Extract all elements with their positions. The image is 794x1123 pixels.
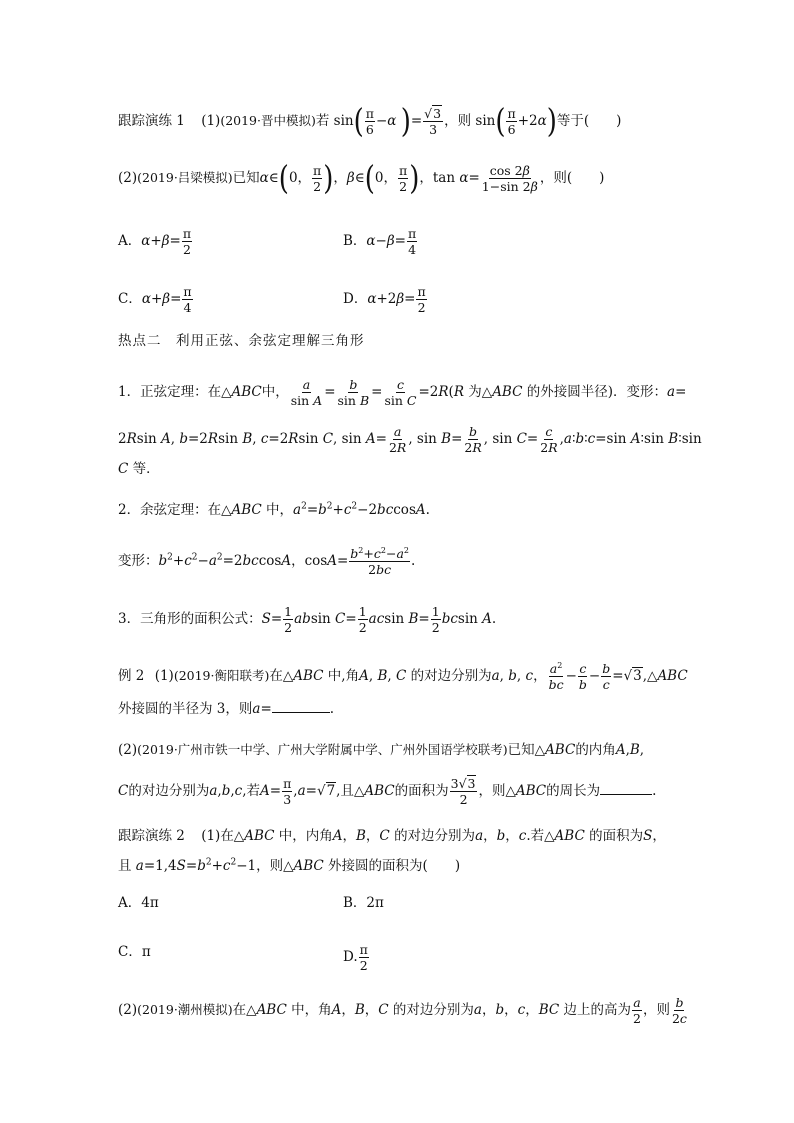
track2-option-c: C．π [118, 944, 151, 960]
source-tag: (2019·潮州模拟) [137, 1002, 233, 1017]
cosine-law: 2．余弦定理：在△ABC 中，$a^2=b^2+c^2-2bccosA$. [118, 501, 430, 518]
example-label: 例 2 [118, 668, 145, 684]
track1-line2: (2)(2019·吕梁模拟)已知α∈(0， $\frac{\pi}{2}$ )，β∈(0， $\frac{\pi}{2}$ )，tan α= $\frac{\cos 2\beta}{1-\sin 2\beta}$ ，则( ) [118, 159, 605, 198]
track2-label: 跟踪演练 2 [118, 828, 185, 844]
source-tag: (2019·衡阳联考) [173, 668, 270, 683]
sine-law-line1: 1．正弦定理：在△ABC中， $\frac{a}{\text{sin A}}$ = $\frac{b}{\text{sin B}}$ = $\frac{c}{\text{sin C}}$ =2R(R 为△ABC 的外接圆半径)．变形：a= [118, 377, 687, 408]
cosine-law-variant: 变形：$b^2+c^2-a^2=2bccosA$，cosA= $\frac{b^2+c^2-a^2}{2bc}$ . [118, 545, 416, 577]
area-formula: 3．三角形的面积公式：S= $\frac{1}{2}$ absin C= $\frac{1}{2}$ acsin B= $\frac{1}{2}$ bcsin A. [118, 604, 497, 635]
option-b: B．α−β= $\frac{\pi}{4}$ [343, 226, 417, 257]
option-c: C．α+β= $\frac{\pi}{4}$ [118, 284, 192, 315]
example2-p2-line1: (2)(2019·广州市铁一中学、广州大学附属中学、广州外国语学校联考)已知△ABC的内角A,B, [118, 742, 645, 758]
sine-law-line3: C 等． [118, 461, 160, 477]
track2-option-b: B．2π [343, 895, 384, 911]
section-heading: 热点二 利用正弦、余弦定理解三角形 [118, 333, 365, 349]
answer-blank[interactable] [272, 698, 330, 713]
example2-p2-line2: C的对边分别为a,b,c,若A= $\frac{\pi}{3}$ ,a=√7,且△ABC的面积为 $\frac{3√3}{2}$ ，则△ABC的周长为 . [118, 776, 657, 807]
option-a: A．α+β= $\frac{\pi}{2}$ [118, 226, 192, 257]
source-tag: (2019·晋中模拟) [220, 113, 316, 128]
option-d: D．α+2β= $\frac{\pi}{2}$ [343, 284, 426, 315]
source-tag: (2019·吕梁模拟) [137, 170, 233, 185]
track2-option-d: D. $\frac{\pi}{2}$ [343, 942, 368, 973]
track2-line2: 且 $a=1,4S=b^2+c^2-1$，则△ABC 外接圆的面积为( ) [118, 857, 461, 874]
example2-line1: 例 2 (1)(2019·衡阳联考)在△ABC 中,角A, B, C 的对边分别为a, b, c， $\frac{a^2}{bc}$ − $\frac{c}{b}$ − $\frac{b}{c}$ =√3,△ABC [118, 660, 688, 692]
answer-blank[interactable] [600, 780, 652, 795]
track2-p2-line: (2)(2019·潮州模拟)在△ABC 中，角A，B，C 的对边分别为a，b，c，BC 边上的高为 $\frac{a}{2}$ ，则 $\frac{b}{2c}$ [118, 995, 687, 1026]
track2-option-a: A．4π [118, 895, 159, 911]
track1-line1: 跟踪演练 1 (1)(2019·晋中模拟)若 sin( $\frac{\pi}{6}$ −α )= $\frac{√3}{3}$ ，则 sin( $\frac{\pi}{6}$ +2α)等于( ) [118, 102, 622, 141]
source-tag: (2019·广州市铁一中学、广州大学附属中学、广州外国语学校联考) [137, 742, 508, 757]
track2-line1: 跟踪演练 2 (1)在△ABC 中，内角A，B，C 的对边分别为a，b，c.若△ABC 的面积为S， [118, 828, 666, 844]
example2-line2: 外接圆的半径为 3，则a= . [118, 698, 334, 719]
sine-law-line2: 2Rsin A, b=2Rsin B, c=2Rsin C, sin A= $\frac{a}{2R}$ , sin B= $\frac{b}{2R}$ , sin C= $\frac{c}{2R}$ ,a∶b∶c=sin A∶sin B∶sin [118, 424, 702, 455]
track1-label: 跟踪演练 1 [118, 113, 185, 129]
